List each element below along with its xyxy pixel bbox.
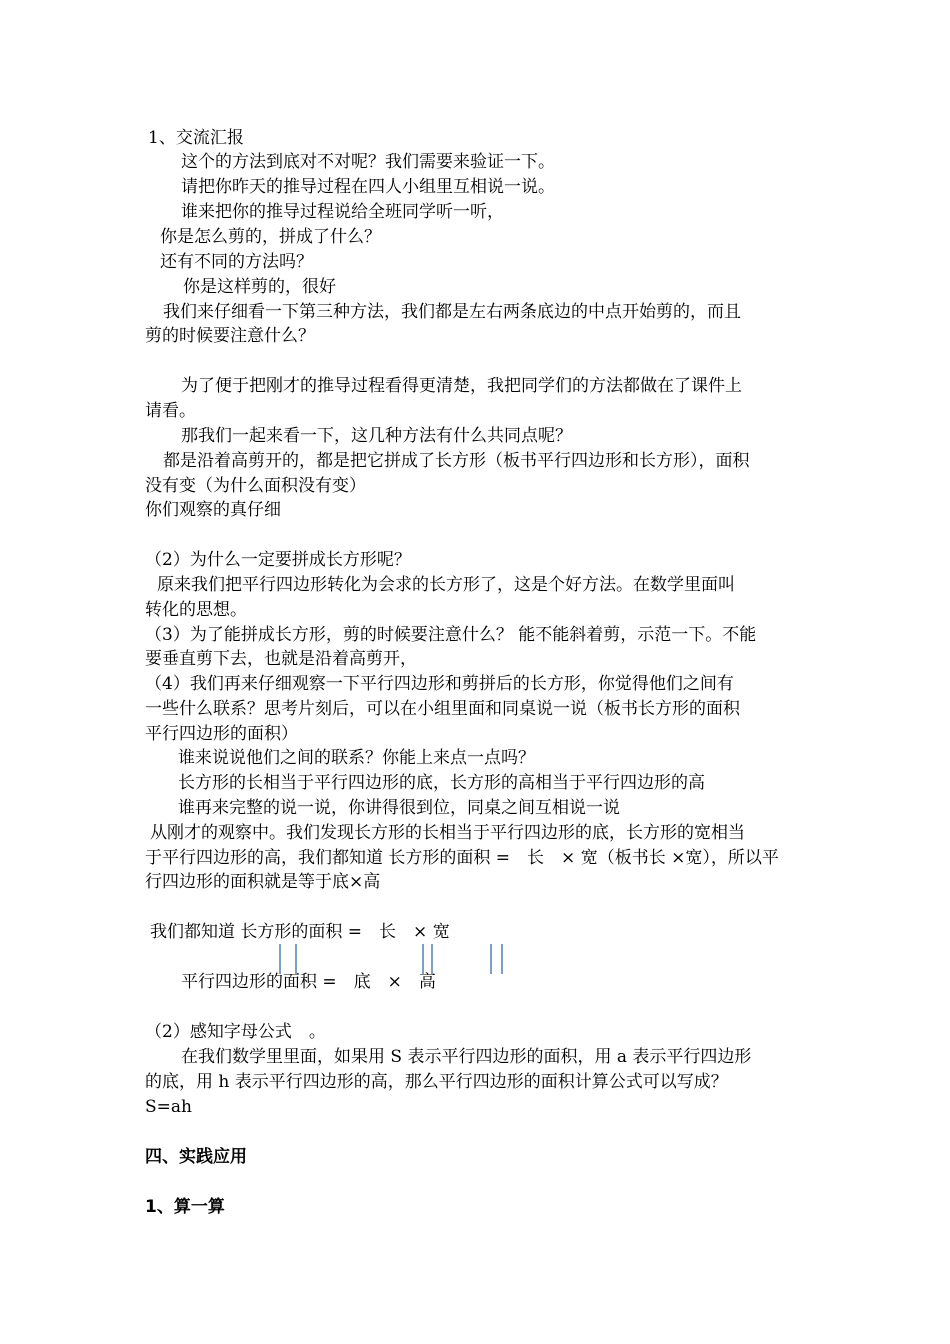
paragraph-line: 长方形的长相当于平行四边形的底，长方形的高相当于平行四边形的高 — [178, 773, 705, 793]
paragraph-line: 原来我们把平行四边形转化为会求的长方形了，这是个好方法。在数学里面叫 — [157, 575, 735, 595]
paragraph-line: 一些什么联系？思考片刻后，可以在小组里面和同桌说一说（板书长方形的面积 — [145, 699, 740, 719]
equivalence-bar — [501, 944, 503, 974]
formula-rectangle-area: 我们都知道 长方形的面积 = 长 × 宽 — [150, 922, 450, 942]
paragraph-line: 要垂直剪下去，也就是沿着高剪开， — [145, 649, 417, 669]
paragraph-line: 没有变（为什么面积没有变） — [145, 476, 366, 496]
paragraph-line: 我们来仔细看一下第三种方法，我们都是左右两条底边的中点开始剪的，而且 — [163, 302, 741, 322]
paragraph-line: 剪的时候要注意什么？ — [145, 326, 315, 346]
paragraph-line: 请把你昨天的推导过程在四人小组里互相说一说。 — [181, 177, 555, 197]
paragraph-line: 的底，用 h 表示平行四边形的高，那么平行四边形的面积计算公式可以写成？ — [145, 1072, 728, 1092]
paragraph-line: 行四边形的面积就是等于底×高 — [145, 872, 381, 892]
paragraph-line: （2）为什么一定要拼成长方形呢？ — [145, 550, 411, 570]
paragraph-line: 转化的思想。 — [145, 600, 247, 620]
paragraph-line: 平行四边形的面积） — [145, 724, 298, 744]
paragraph-line: （3）为了能拼成长方形，剪的时候要注意什么？ 能不能斜着剪，示范一下。不能 — [145, 625, 757, 645]
paragraph-line: 请看。 — [145, 401, 196, 421]
paragraph-line: 谁再来完整的说一说，你讲得很到位，同桌之间互相说一说 — [178, 798, 620, 818]
section-title-exchange: 1、交流汇报 — [148, 128, 244, 148]
paragraph-line: 于平行四边形的高，我们都知道 长方形的面积 = 长 × 宽（板书长 ×宽），所以平 — [145, 848, 779, 868]
paragraph-line: 谁来把你的推导过程说给全班同学听一听， — [181, 202, 504, 222]
paragraph-line: 你是这样剪的，很好 — [183, 277, 336, 297]
paragraph-line: 在我们数学里里面，如果用 S 表示平行四边形的面积，用 a 表示平行四边形 — [181, 1047, 752, 1067]
subsection-heading-calc: 1、算一算 — [145, 1197, 225, 1217]
paragraph-line: 你们观察的真仔细 — [145, 500, 281, 520]
paragraph-line: 还有不同的方法吗？ — [160, 252, 313, 272]
paragraph-line: 这个的方法到底对不对呢？我们需要来验证一下。 — [181, 152, 555, 172]
paragraph-line: 为了便于把刚才的推导过程看得更清楚，我把同学们的方法都做在了课件上 — [181, 376, 742, 396]
paragraph-line: 那我们一起来看一下，这几种方法有什么共同点呢？ — [181, 426, 572, 446]
paragraph-line: （4）我们再来仔细观察一下平行四边形和剪拼后的长方形，你觉得他们之间有 — [145, 674, 734, 694]
paragraph-line: 从刚才的观察中。我们发现长方形的长相当于平行四边形的底，长方形的宽相当 — [150, 823, 745, 843]
paragraph-line: 你是怎么剪的，拼成了什么？ — [160, 227, 381, 247]
formula-line: S=ah — [145, 1097, 192, 1117]
paragraph-line: 都是沿着高剪开的，都是把它拼成了长方形（板书平行四边形和长方形），面积 — [163, 451, 750, 471]
formula-parallelogram-area: 平行四边形的面积 = 底 × 高 — [181, 972, 436, 992]
subsection-title: （2）感知字母公式 。 — [145, 1022, 326, 1042]
section-heading-practice: 四、实践应用 — [145, 1147, 247, 1167]
equivalence-bar — [490, 944, 492, 974]
paragraph-line: 谁来说说他们之间的联系？你能上来点一点吗？ — [178, 748, 535, 768]
